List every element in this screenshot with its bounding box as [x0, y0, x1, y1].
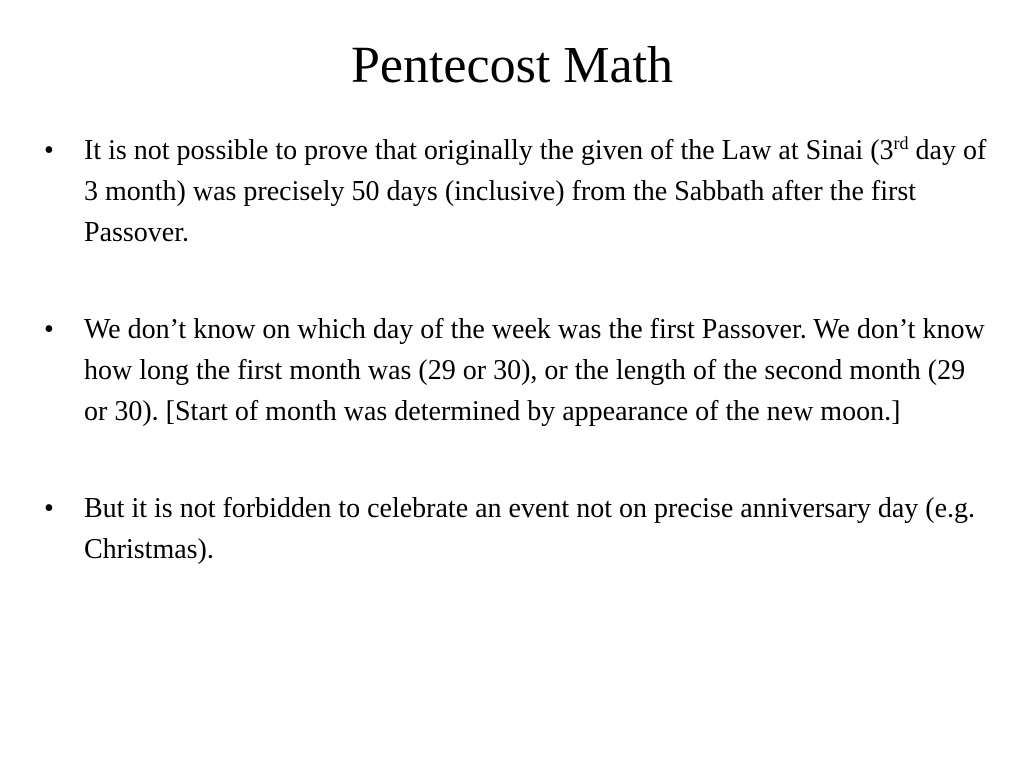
bullet-list [44, 130, 994, 626]
bullet-text-1-part-2: day of 3 month) was precisely 50 days (inclusive) from the Sabbath after the first Passover. [84, 135, 987, 248]
bullet-icon: • [44, 493, 54, 524]
bullet-item-2 [44, 309, 994, 432]
bullet-icon: • [44, 314, 54, 345]
bullet-icon: • [44, 135, 54, 166]
bullet-text-3: But it is not forbidden to celebrate an event not on precise anniversary day (e.g. Christmas). [84, 493, 976, 565]
bullet-item-3 [44, 488, 994, 570]
bullet-item-1 [44, 130, 994, 253]
ordinal-superscript: rd [893, 133, 909, 153]
bullet-text-1 [84, 135, 986, 248]
slide-title: Pentecost Math [350, 37, 674, 94]
bullet-text-2: We don’t know on which day of the week was the first Passover. We don’t know how long the first month was (29 or 30), or the length of the second month (29 or 30). [Start of month was determined by appearance of the new moon.] [84, 314, 985, 427]
bullet-text-1-part-1: It is not possible to prove that originally the given of the Law at Sinai (3 [84, 135, 894, 166]
